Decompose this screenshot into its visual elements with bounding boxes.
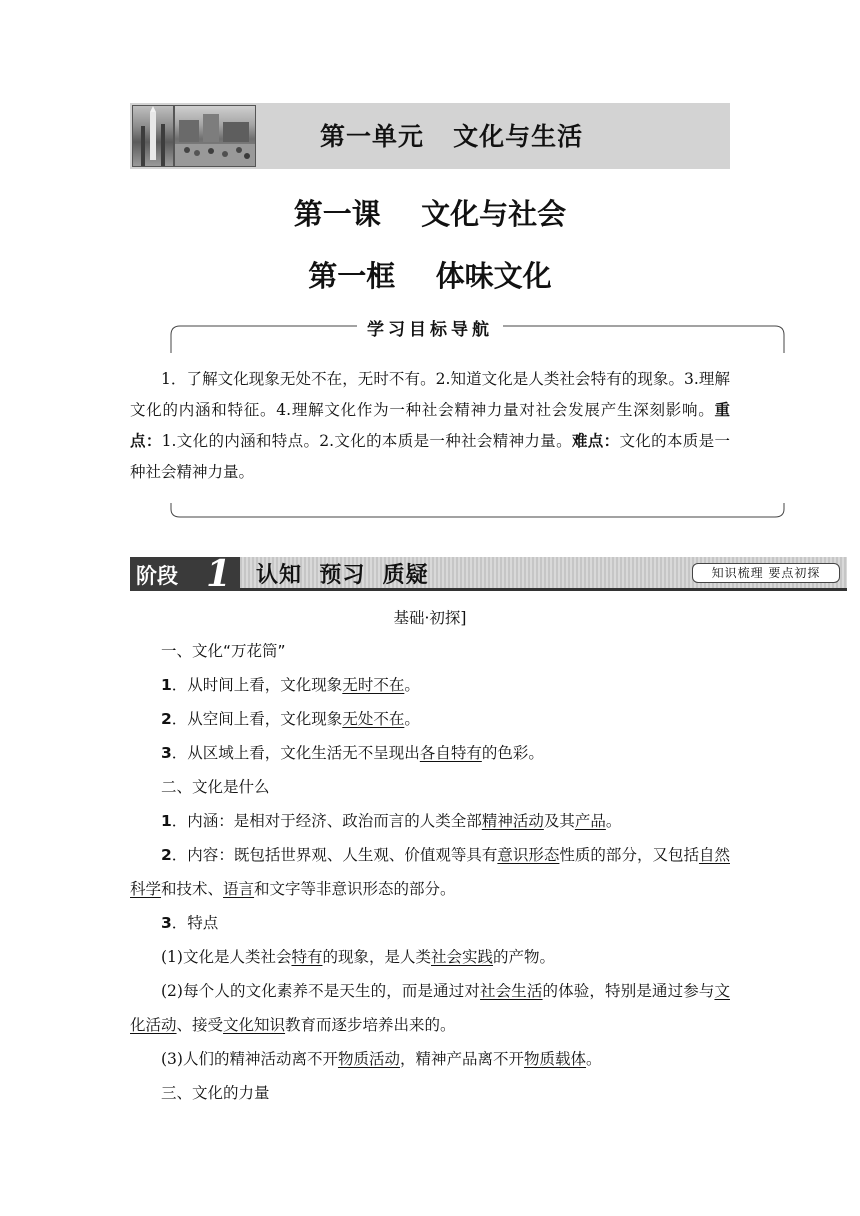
fill-blank: 各自特有 (419, 744, 482, 762)
sub-item: (3)人们的精神活动离不开物质活动，精神产品离不开物质载体。 (161, 1050, 602, 1068)
stage-number: 1 (206, 553, 232, 595)
fill-blank: 产品 (574, 812, 606, 830)
fill-blank: 物质活动 (337, 1050, 400, 1068)
fill-blank: 语言 (223, 880, 255, 898)
fill-blank: 精神活动 (481, 812, 544, 830)
rocket-launch-photo (132, 105, 174, 167)
stage-badge (130, 553, 240, 595)
list-item: 2．从空间上看，文化现象无处不在。 (161, 710, 420, 728)
list-item: 2．内容：既包括世界观、人生观、价值观等具有意识形态性质的部分，又包括自然科学和技术、语言和文字等非意识形态的部分。 (130, 846, 730, 898)
fill-blank: 社会实践 (431, 948, 494, 966)
objectives-text (130, 364, 730, 488)
difficulty-label: 难点： (571, 432, 620, 450)
list-item: 1．内涵：是相对于经济、政治而言的人类全部精神活动及其产品。 (161, 812, 622, 830)
objectives-list: 1．了解文化现象无处不在，无时不有。2.知道文化是人类社会特有的现象。3.理解文化的内涵和特征。4.理解文化作为一种社会精神力量对社会发展产生深刻影响。 (130, 370, 730, 419)
fill-blank: 无处不在 (342, 710, 405, 728)
fill-blank: 文化知识 (223, 1016, 286, 1034)
unit-title: 第一单元 文化与生活 (320, 122, 584, 151)
stage-title: 认知 预习 质疑 (256, 562, 429, 588)
list-item: 3．从区域上看，文化生活无不呈现出各自特有的色彩。 (161, 744, 544, 762)
frame-title: 第一框 体味文化 (308, 259, 552, 293)
fill-blank: 无时不在 (342, 676, 405, 694)
difficulty-text: 文化的本质是一种社会精神力量。 (130, 432, 730, 481)
section-heading-1: 一、文化“万花筒” (161, 642, 286, 660)
section-subhead: 基础·初探] (393, 609, 467, 627)
lesson-title: 第一课 文化与社会 (293, 197, 567, 231)
stage-word: 阶段 (136, 564, 178, 588)
fill-blank: 特有 (291, 948, 323, 966)
unit-banner (130, 103, 730, 169)
objectives-label: 学习目标导航 (357, 320, 503, 340)
fill-blank: 意识形态 (497, 846, 560, 864)
section-heading-2: 二、文化是什么 (161, 778, 270, 796)
list-item: 1．从时间上看，文化现象无时不在。 (161, 676, 420, 694)
key-points-text: 1.文化的内涵和特点。2.文化的本质是一种社会精神力量。 (161, 432, 572, 450)
key-points-label: 重点： (130, 401, 730, 450)
city-crowd-photo (174, 105, 256, 167)
fill-blank: 自然科学 (130, 846, 730, 898)
sub-item: (2)每个人的文化素养不是天生的，而是通过对社会生活的体验，特别是通过参与文化活动、接受文化知识教育而逐步培养出来的。 (130, 982, 730, 1034)
fill-blank: 物质载体 (524, 1050, 587, 1068)
objectives-label-row (0, 315, 860, 340)
fill-blank: 文化活动 (130, 982, 730, 1034)
list-item: 3．特点 (161, 914, 219, 932)
fill-blank: 社会生活 (480, 982, 543, 1000)
stage-tag: 知识梳理 要点初探 (692, 563, 840, 583)
sub-item: (1)文化是人类社会特有的现象，是人类社会实践的产物。 (161, 948, 556, 966)
section-heading-3: 三、文化的力量 (161, 1084, 270, 1102)
